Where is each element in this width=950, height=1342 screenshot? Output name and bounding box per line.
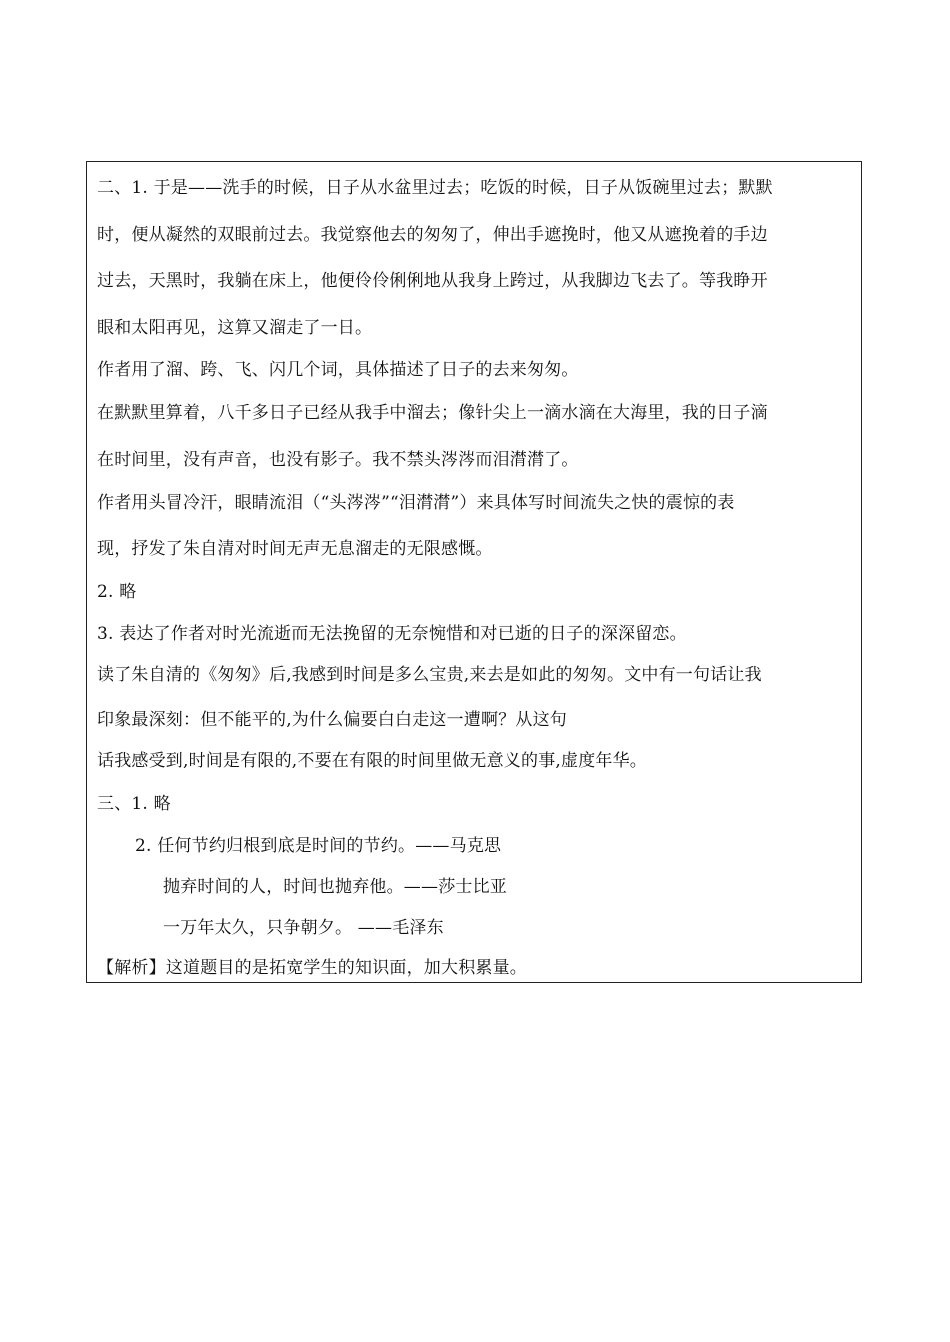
answer-box <box>86 161 862 983</box>
answer-line: 时，便从凝然的双眼前过去。我觉察他去的匆匆了，伸出手遮挽时，他又从遮挽着的手边 <box>97 225 768 245</box>
quote-line: 一万年太久，只争朝夕。 ——毛泽东 <box>163 918 444 938</box>
answer-line: 话我感受到,时间是有限的,不要在有限的时间里做无意义的事,虚度年华。 <box>97 751 648 771</box>
answer-line: 二、1. 于是——洗手的时候，日子从水盆里过去；吃饭的时候，日子从饭碗里过去；默默 <box>97 178 773 198</box>
answer-line: 2. 略 <box>97 582 137 602</box>
answer-line: 过去，天黑时，我躺在床上，他便伶伶俐俐地从我身上跨过，从我脚边飞去了。等我睁开 <box>97 271 768 291</box>
answer-line: 作者用了溜、跨、飞、闪几个词，具体描述了日子的去来匆匆。 <box>97 360 579 380</box>
answer-line: 现，抒发了朱自清对时间无声无息溜走的无限感慨。 <box>97 539 493 559</box>
answer-line: 三、1. 略 <box>97 794 171 814</box>
answer-line: 眼和太阳再见，这算又溜走了一日。 <box>97 318 373 338</box>
answer-line: 在时间里，没有声音，也没有影子。我不禁头涔涔而泪潸潸了。 <box>97 450 579 470</box>
quote-line: 抛弃时间的人，时间也抛弃他。——莎士比亚 <box>163 877 507 897</box>
answer-line: 3. 表达了作者对时光流逝而无法挽留的无奈惋惜和对已逝的日子的深深留恋。 <box>97 624 687 644</box>
answer-line: 读了朱自清的《匆匆》后,我感到时间是多么宝贵,来去是如此的匆匆。文中有一句话让我 <box>97 665 762 685</box>
quote-line: 2. 任何节约归根到底是时间的节约。——马克思 <box>135 836 502 856</box>
answer-line: 在默默里算着，八千多日子已经从我手中溜去；像针尖上一滴水滴在大海里，我的日子滴 <box>97 403 768 423</box>
answer-line: 作者用头冒冷汗，眼睛流泪（“头涔涔”“泪潸潸”）来具体写时间流失之快的震惊的表 <box>97 493 735 513</box>
analysis-line: 【解析】这道题目的是拓宽学生的知识面，加大积累量。 <box>97 958 527 978</box>
answer-line: 印象最深刻：但不能平的,为什么偏要白白走这一遭啊？从这句 <box>97 710 568 730</box>
